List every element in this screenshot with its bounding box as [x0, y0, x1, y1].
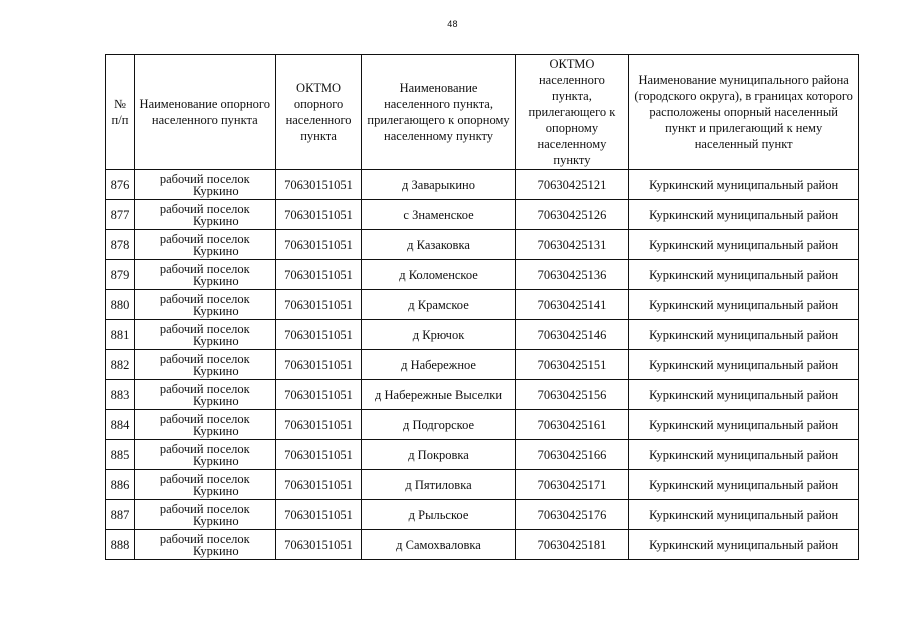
cell-hub-name-line2: Куркино: [192, 483, 239, 498]
cell-adjacent-oktmo: 70630425161: [515, 410, 629, 440]
table-body: [106, 170, 859, 560]
cell-adjacent-oktmo: 70630425166: [515, 440, 629, 470]
cell-hub-name-line1: рабочий поселок: [159, 171, 250, 186]
cell-hub-name-line1: рабочий поселок: [159, 291, 250, 306]
cell-district: Куркинский муниципальный район: [629, 260, 859, 290]
cell-hub-name-line1: рабочий поселок: [159, 261, 250, 276]
cell-hub-name: [134, 170, 275, 200]
cell-hub-name: [134, 380, 275, 410]
cell-hub-name: [134, 470, 275, 500]
cell-adjacent-name: с Знаменское: [362, 200, 515, 230]
cell-adjacent-oktmo: 70630425141: [515, 290, 629, 320]
cell-district: Куркинский муниципальный район: [629, 290, 859, 320]
cell-adjacent-oktmo: 70630425131: [515, 230, 629, 260]
cell-hub-name: [134, 440, 275, 470]
cell-hub-name-line1: рабочий поселок: [159, 231, 250, 246]
cell-hub-oktmo: 70630151051: [275, 380, 362, 410]
cell-hub-name-line1: рабочий поселок: [159, 321, 250, 336]
header-adjacent-name: Наименование населенного пункта, прилегающего к опорному населенному пункту: [362, 55, 515, 170]
cell-district: Куркинский муниципальный район: [629, 200, 859, 230]
table-row: [106, 470, 859, 500]
cell-adjacent-name: д Казаковка: [362, 230, 515, 260]
table-row: [106, 290, 859, 320]
table-row: [106, 440, 859, 470]
cell-num: 888: [106, 530, 135, 560]
cell-district: Куркинский муниципальный район: [629, 470, 859, 500]
header-hub-name: Наименование опорного населенного пункта: [134, 55, 275, 170]
table-row: [106, 200, 859, 230]
cell-adjacent-name: д Набережное: [362, 350, 515, 380]
cell-hub-name: [134, 320, 275, 350]
cell-district: Куркинский муниципальный район: [629, 500, 859, 530]
cell-hub-name-line1: рабочий поселок: [159, 531, 250, 546]
cell-adjacent-name: д Набережные Выселки: [362, 380, 515, 410]
table-row: [106, 350, 859, 380]
cell-hub-oktmo: 70630151051: [275, 200, 362, 230]
cell-hub-name-line2: Куркино: [192, 393, 239, 408]
cell-hub-oktmo: 70630151051: [275, 260, 362, 290]
table-row: [106, 410, 859, 440]
table-row: [106, 230, 859, 260]
cell-district: Куркинский муниципальный район: [629, 230, 859, 260]
cell-adjacent-oktmo: 70630425181: [515, 530, 629, 560]
cell-hub-name-line1: рабочий поселок: [159, 381, 250, 396]
cell-hub-oktmo: 70630151051: [275, 170, 362, 200]
cell-hub-oktmo: 70630151051: [275, 440, 362, 470]
header-num: № п/п: [106, 55, 135, 170]
cell-adjacent-oktmo: 70630425146: [515, 320, 629, 350]
cell-district: Куркинский муниципальный район: [629, 410, 859, 440]
cell-hub-name-line1: рабочий поселок: [159, 411, 250, 426]
cell-hub-oktmo: 70630151051: [275, 290, 362, 320]
cell-adjacent-name: д Коломенское: [362, 260, 515, 290]
cell-adjacent-name: д Пятиловка: [362, 470, 515, 500]
cell-hub-name-line2: Куркино: [192, 273, 239, 288]
cell-adjacent-name: д Крамское: [362, 290, 515, 320]
cell-hub-oktmo: 70630151051: [275, 470, 362, 500]
cell-num: 884: [106, 410, 135, 440]
cell-hub-name-line2: Куркино: [192, 423, 239, 438]
cell-hub-name: [134, 350, 275, 380]
cell-adjacent-oktmo: 70630425126: [515, 200, 629, 230]
cell-hub-oktmo: 70630151051: [275, 530, 362, 560]
cell-hub-name-line2: Куркино: [192, 363, 239, 378]
table-row: [106, 170, 859, 200]
cell-num: 882: [106, 350, 135, 380]
cell-num: 879: [106, 260, 135, 290]
cell-hub-name: [134, 230, 275, 260]
cell-num: 880: [106, 290, 135, 320]
cell-adjacent-oktmo: 70630425121: [515, 170, 629, 200]
cell-num: 876: [106, 170, 135, 200]
cell-district: Куркинский муниципальный район: [629, 530, 859, 560]
cell-hub-name-line1: рабочий поселок: [159, 201, 250, 216]
cell-adjacent-oktmo: 70630425171: [515, 470, 629, 500]
cell-adjacent-oktmo: 70630425136: [515, 260, 629, 290]
cell-hub-name-line1: рабочий поселок: [159, 471, 250, 486]
cell-hub-name-line2: Куркино: [192, 213, 239, 228]
cell-hub-oktmo: 70630151051: [275, 230, 362, 260]
cell-hub-name-line2: Куркино: [192, 243, 239, 258]
page-number: 48: [447, 19, 458, 29]
cell-hub-name: [134, 290, 275, 320]
cell-hub-name: [134, 260, 275, 290]
cell-district: Куркинский муниципальный район: [629, 350, 859, 380]
cell-hub-name: [134, 530, 275, 560]
table-row: [106, 500, 859, 530]
cell-hub-name: [134, 410, 275, 440]
cell-hub-oktmo: 70630151051: [275, 410, 362, 440]
cell-num: 883: [106, 380, 135, 410]
table-row: [106, 380, 859, 410]
header-district: Наименование муниципального района (городского округа), в границах которого расположены опорный населенный пункт и прилегающий к нему населенный пункт: [629, 55, 859, 170]
header-adjacent-oktmo: ОКТМО населенного пункта, прилегающего к опорному населенному пункту: [515, 55, 629, 170]
cell-adjacent-oktmo: 70630425151: [515, 350, 629, 380]
cell-num: 887: [106, 500, 135, 530]
cell-hub-name-line2: Куркино: [192, 333, 239, 348]
cell-num: 886: [106, 470, 135, 500]
table-row: [106, 260, 859, 290]
cell-adjacent-oktmo: 70630425156: [515, 380, 629, 410]
cell-hub-name-line2: Куркино: [192, 183, 239, 198]
cell-num: 881: [106, 320, 135, 350]
cell-adjacent-name: д Рыльское: [362, 500, 515, 530]
cell-hub-name-line1: рабочий поселок: [159, 351, 250, 366]
cell-hub-oktmo: 70630151051: [275, 500, 362, 530]
table-header-row: [106, 55, 859, 170]
table-row: [106, 320, 859, 350]
cell-hub-name-line1: рабочий поселок: [159, 441, 250, 456]
cell-hub-oktmo: 70630151051: [275, 320, 362, 350]
cell-hub-name-line2: Куркино: [192, 543, 239, 558]
cell-num: 877: [106, 200, 135, 230]
cell-hub-name-line2: Куркино: [192, 453, 239, 468]
cell-district: Куркинский муниципальный район: [629, 320, 859, 350]
cell-num: 885: [106, 440, 135, 470]
cell-district: Куркинский муниципальный район: [629, 380, 859, 410]
table-row: [106, 530, 859, 560]
cell-district: Куркинский муниципальный район: [629, 170, 859, 200]
cell-adjacent-name: д Самохваловка: [362, 530, 515, 560]
cell-hub-name-line2: Куркино: [192, 303, 239, 318]
cell-adjacent-name: д Крючок: [362, 320, 515, 350]
cell-hub-name-line1: рабочий поселок: [159, 501, 250, 516]
settlements-table: [105, 54, 859, 560]
cell-adjacent-name: д Подгорское: [362, 410, 515, 440]
cell-num: 878: [106, 230, 135, 260]
cell-district: Куркинский муниципальный район: [629, 440, 859, 470]
cell-hub-name: [134, 500, 275, 530]
header-hub-oktmo: ОКТМО опорного населенного пункта: [275, 55, 362, 170]
cell-adjacent-oktmo: 70630425176: [515, 500, 629, 530]
cell-adjacent-name: д Покровка: [362, 440, 515, 470]
cell-hub-name-line2: Куркино: [192, 513, 239, 528]
cell-hub-oktmo: 70630151051: [275, 350, 362, 380]
cell-hub-name: [134, 200, 275, 230]
cell-adjacent-name: д Заварыкино: [362, 170, 515, 200]
